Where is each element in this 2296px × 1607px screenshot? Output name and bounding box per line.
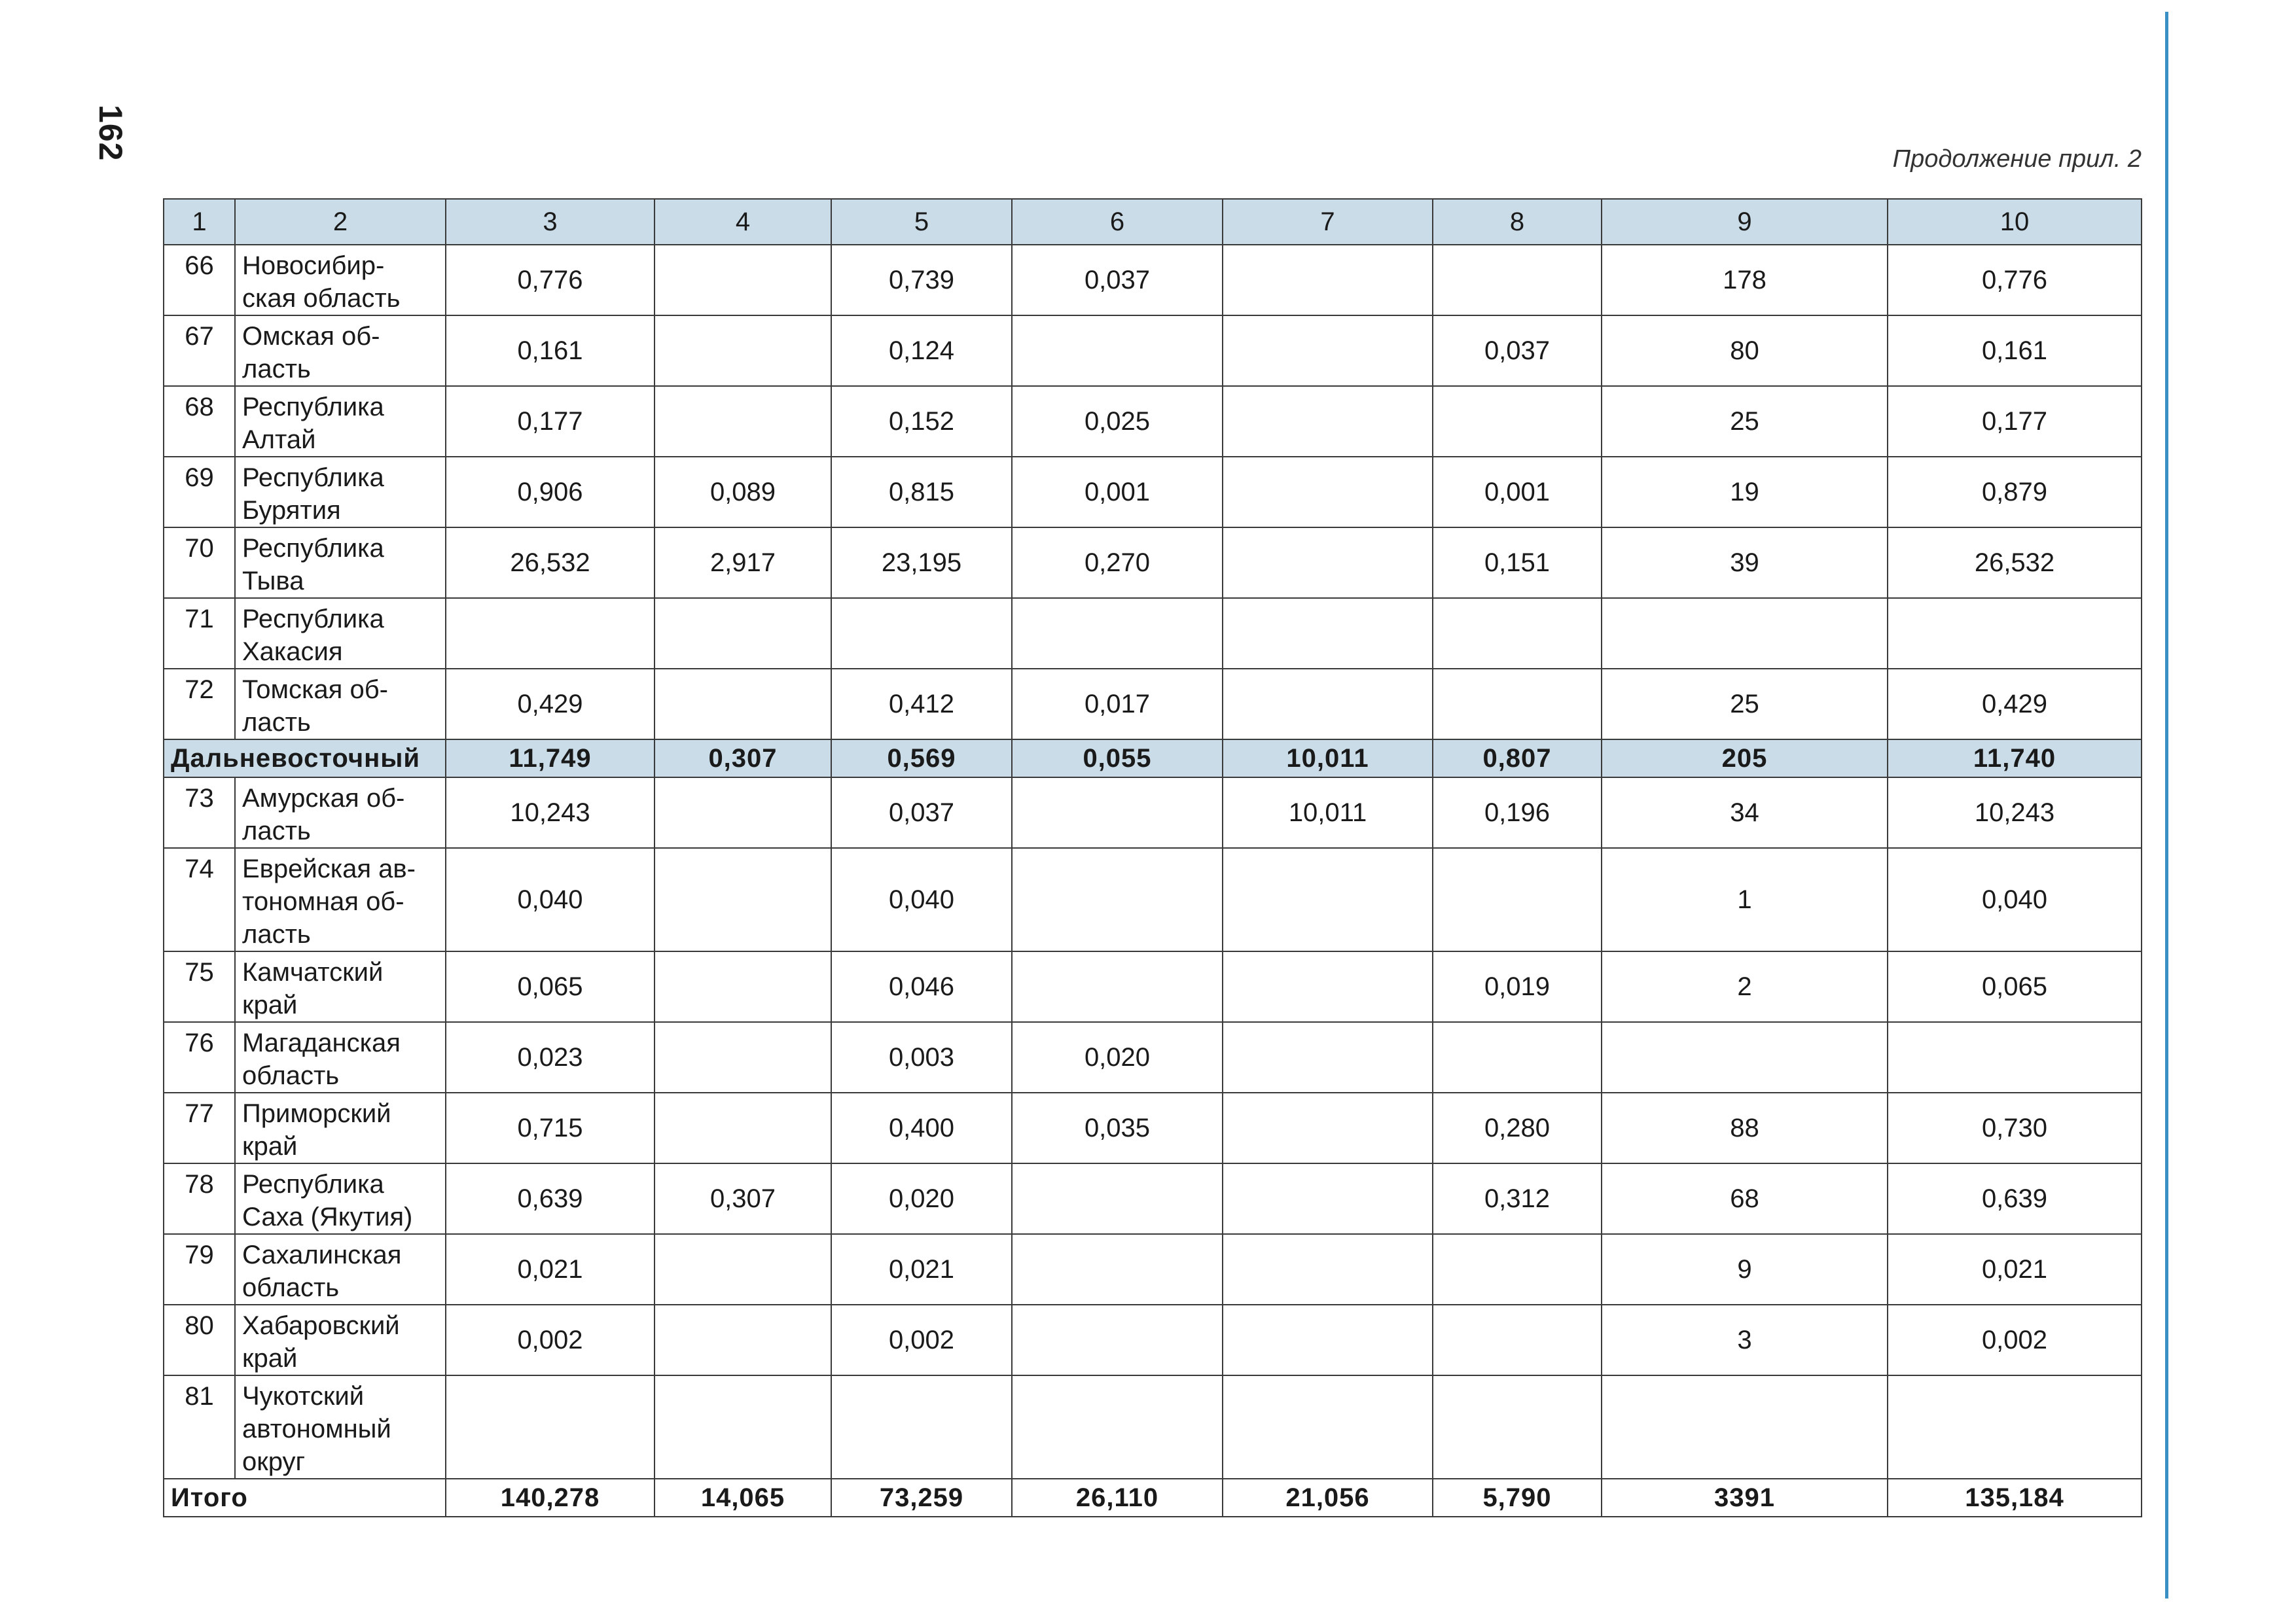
value-cell-c3: 0,776 bbox=[446, 245, 655, 315]
value-cell-c7: 10,011 bbox=[1223, 739, 1433, 777]
column-header: 7 bbox=[1223, 199, 1433, 245]
region-name: Хабаровский край bbox=[235, 1305, 446, 1375]
value-cell-c9: 3391 bbox=[1602, 1479, 1888, 1517]
value-cell-c7 bbox=[1223, 1093, 1433, 1163]
page-edge-rule bbox=[2165, 12, 2168, 1598]
value-cell-c4 bbox=[655, 598, 831, 669]
value-cell-c10 bbox=[1888, 1022, 2142, 1093]
value-cell-c6: 0,001 bbox=[1012, 457, 1223, 527]
region-name: Республика Бурятия bbox=[235, 457, 446, 527]
value-cell-c5: 0,040 bbox=[831, 848, 1012, 951]
table-row bbox=[164, 315, 2142, 386]
region-name: Приморский край bbox=[235, 1093, 446, 1163]
region-name: Магаданская область bbox=[235, 1022, 446, 1093]
value-cell-c4 bbox=[655, 386, 831, 457]
value-cell-c6 bbox=[1012, 777, 1223, 848]
region-name: Республика Хакасия bbox=[235, 598, 446, 669]
district-row bbox=[164, 739, 2142, 777]
value-cell-c9 bbox=[1602, 598, 1888, 669]
value-cell-c10: 0,879 bbox=[1888, 457, 2142, 527]
region-name: Республика Тыва bbox=[235, 527, 446, 598]
value-cell-c5: 0,124 bbox=[831, 315, 1012, 386]
value-cell-c8: 0,151 bbox=[1433, 527, 1602, 598]
value-cell-c9: 3 bbox=[1602, 1305, 1888, 1375]
row-number: 69 bbox=[164, 457, 235, 527]
column-header: 10 bbox=[1888, 199, 2142, 245]
row-number: 76 bbox=[164, 1022, 235, 1093]
value-cell-c4: 0,089 bbox=[655, 457, 831, 527]
row-number: 77 bbox=[164, 1093, 235, 1163]
column-header: 1 bbox=[164, 199, 235, 245]
value-cell-c8: 5,790 bbox=[1433, 1479, 1602, 1517]
value-cell-c3: 10,243 bbox=[446, 777, 655, 848]
value-cell-c5: 0,815 bbox=[831, 457, 1012, 527]
row-number: 71 bbox=[164, 598, 235, 669]
value-cell-c4 bbox=[655, 848, 831, 951]
value-cell-c6 bbox=[1012, 951, 1223, 1022]
value-cell-c5: 0,046 bbox=[831, 951, 1012, 1022]
value-cell-c5: 0,002 bbox=[831, 1305, 1012, 1375]
column-header: 5 bbox=[831, 199, 1012, 245]
value-cell-c5: 0,739 bbox=[831, 245, 1012, 315]
region-name: Амурская об- ласть bbox=[235, 777, 446, 848]
value-cell-c5: 23,195 bbox=[831, 527, 1012, 598]
table-row bbox=[164, 848, 2142, 951]
value-cell-c10: 0,429 bbox=[1888, 669, 2142, 739]
row-number: 70 bbox=[164, 527, 235, 598]
value-cell-c5: 0,400 bbox=[831, 1093, 1012, 1163]
page-number: 162 bbox=[92, 105, 129, 162]
value-cell-c4 bbox=[655, 669, 831, 739]
value-cell-c6: 0,025 bbox=[1012, 386, 1223, 457]
value-cell-c9: 1 bbox=[1602, 848, 1888, 951]
value-cell-c5 bbox=[831, 1375, 1012, 1479]
value-cell-c3: 26,532 bbox=[446, 527, 655, 598]
value-cell-c4 bbox=[655, 1093, 831, 1163]
value-cell-c6: 0,035 bbox=[1012, 1093, 1223, 1163]
value-cell-c3: 0,161 bbox=[446, 315, 655, 386]
region-name: Омская об- ласть bbox=[235, 315, 446, 386]
value-cell-c9: 205 bbox=[1602, 739, 1888, 777]
value-cell-c3: 0,021 bbox=[446, 1234, 655, 1305]
value-cell-c10: 0,161 bbox=[1888, 315, 2142, 386]
value-cell-c10: 0,021 bbox=[1888, 1234, 2142, 1305]
row-number: 79 bbox=[164, 1234, 235, 1305]
value-cell-c6: 0,055 bbox=[1012, 739, 1223, 777]
row-number: 80 bbox=[164, 1305, 235, 1375]
value-cell-c8: 0,001 bbox=[1433, 457, 1602, 527]
value-cell-c6: 0,020 bbox=[1012, 1022, 1223, 1093]
row-number: 78 bbox=[164, 1163, 235, 1234]
value-cell-c8: 0,019 bbox=[1433, 951, 1602, 1022]
value-cell-c8 bbox=[1433, 1234, 1602, 1305]
table-row bbox=[164, 527, 2142, 598]
value-cell-c7 bbox=[1223, 598, 1433, 669]
value-cell-c4: 0,307 bbox=[655, 739, 831, 777]
value-cell-c9: 34 bbox=[1602, 777, 1888, 848]
value-cell-c3: 0,177 bbox=[446, 386, 655, 457]
value-cell-c4: 0,307 bbox=[655, 1163, 831, 1234]
value-cell-c8: 0,807 bbox=[1433, 739, 1602, 777]
value-cell-c10: 0,177 bbox=[1888, 386, 2142, 457]
value-cell-c3: 11,749 bbox=[446, 739, 655, 777]
column-header: 6 bbox=[1012, 199, 1223, 245]
value-cell-c8 bbox=[1433, 1375, 1602, 1479]
value-cell-c10: 0,002 bbox=[1888, 1305, 2142, 1375]
value-cell-c4 bbox=[655, 1234, 831, 1305]
value-cell-c3: 140,278 bbox=[446, 1479, 655, 1517]
value-cell-c4 bbox=[655, 315, 831, 386]
value-cell-c10: 10,243 bbox=[1888, 777, 2142, 848]
table-row bbox=[164, 1022, 2142, 1093]
table-row bbox=[164, 951, 2142, 1022]
row-number: 68 bbox=[164, 386, 235, 457]
value-cell-c4 bbox=[655, 245, 831, 315]
value-cell-c8 bbox=[1433, 848, 1602, 951]
value-cell-c4: 14,065 bbox=[655, 1479, 831, 1517]
value-cell-c3: 0,065 bbox=[446, 951, 655, 1022]
region-name: Новосибир- ская область bbox=[235, 245, 446, 315]
column-header: 3 bbox=[446, 199, 655, 245]
table-row bbox=[164, 1375, 2142, 1479]
value-cell-c9: 39 bbox=[1602, 527, 1888, 598]
value-cell-c8 bbox=[1433, 1305, 1602, 1375]
value-cell-c6 bbox=[1012, 1305, 1223, 1375]
continuation-note: Продолжение прил. 2 bbox=[1892, 145, 2142, 173]
value-cell-c8: 0,280 bbox=[1433, 1093, 1602, 1163]
row-number: 72 bbox=[164, 669, 235, 739]
data-table bbox=[163, 198, 2142, 1517]
value-cell-c8 bbox=[1433, 1022, 1602, 1093]
value-cell-c4 bbox=[655, 1305, 831, 1375]
value-cell-c3: 0,002 bbox=[446, 1305, 655, 1375]
value-cell-c6 bbox=[1012, 315, 1223, 386]
table-row bbox=[164, 1163, 2142, 1234]
region-name: Камчатский край bbox=[235, 951, 446, 1022]
value-cell-c9: 80 bbox=[1602, 315, 1888, 386]
value-cell-c3: 0,429 bbox=[446, 669, 655, 739]
value-cell-c8 bbox=[1433, 386, 1602, 457]
region-name: Чукотский автономный округ bbox=[235, 1375, 446, 1479]
value-cell-c10 bbox=[1888, 598, 2142, 669]
row-number: 74 bbox=[164, 848, 235, 951]
value-cell-c7 bbox=[1223, 386, 1433, 457]
table-row bbox=[164, 598, 2142, 669]
value-cell-c10: 0,730 bbox=[1888, 1093, 2142, 1163]
value-cell-c5: 0,020 bbox=[831, 1163, 1012, 1234]
value-cell-c7 bbox=[1223, 1022, 1433, 1093]
row-number: 67 bbox=[164, 315, 235, 386]
table-row bbox=[164, 777, 2142, 848]
value-cell-c3: 0,906 bbox=[446, 457, 655, 527]
value-cell-c9: 9 bbox=[1602, 1234, 1888, 1305]
value-cell-c4 bbox=[655, 1375, 831, 1479]
value-cell-c6 bbox=[1012, 1375, 1223, 1479]
row-number: 75 bbox=[164, 951, 235, 1022]
column-header: 9 bbox=[1602, 199, 1888, 245]
value-cell-c9: 68 bbox=[1602, 1163, 1888, 1234]
column-header: 2 bbox=[235, 199, 446, 245]
region-name: Республика Алтай bbox=[235, 386, 446, 457]
value-cell-c7: 21,056 bbox=[1223, 1479, 1433, 1517]
value-cell-c10: 0,065 bbox=[1888, 951, 2142, 1022]
value-cell-c9: 25 bbox=[1602, 386, 1888, 457]
value-cell-c9: 178 bbox=[1602, 245, 1888, 315]
region-name: Еврейская ав- тономная об- ласть bbox=[235, 848, 446, 951]
value-cell-c3: 0,023 bbox=[446, 1022, 655, 1093]
value-cell-c10: 0,639 bbox=[1888, 1163, 2142, 1234]
value-cell-c7 bbox=[1223, 848, 1433, 951]
value-cell-c7 bbox=[1223, 315, 1433, 386]
value-cell-c8 bbox=[1433, 669, 1602, 739]
value-cell-c9: 25 bbox=[1602, 669, 1888, 739]
total-row bbox=[164, 1479, 2142, 1517]
value-cell-c4 bbox=[655, 777, 831, 848]
region-name: Томская об- ласть bbox=[235, 669, 446, 739]
value-cell-c7: 10,011 bbox=[1223, 777, 1433, 848]
value-cell-c5 bbox=[831, 598, 1012, 669]
value-cell-c7 bbox=[1223, 1375, 1433, 1479]
value-cell-c5: 0,021 bbox=[831, 1234, 1012, 1305]
table-row bbox=[164, 386, 2142, 457]
value-cell-c7 bbox=[1223, 1234, 1433, 1305]
value-cell-c6: 0,270 bbox=[1012, 527, 1223, 598]
value-cell-c3 bbox=[446, 1375, 655, 1479]
row-number: 73 bbox=[164, 777, 235, 848]
value-cell-c7 bbox=[1223, 245, 1433, 315]
value-cell-c9 bbox=[1602, 1022, 1888, 1093]
value-cell-c10: 11,740 bbox=[1888, 739, 2142, 777]
total-row-label: Итого bbox=[164, 1479, 446, 1517]
value-cell-c4 bbox=[655, 951, 831, 1022]
value-cell-c7 bbox=[1223, 1305, 1433, 1375]
value-cell-c10: 0,040 bbox=[1888, 848, 2142, 951]
row-number: 81 bbox=[164, 1375, 235, 1479]
value-cell-c6: 0,017 bbox=[1012, 669, 1223, 739]
value-cell-c8 bbox=[1433, 245, 1602, 315]
table-row bbox=[164, 245, 2142, 315]
value-cell-c6: 26,110 bbox=[1012, 1479, 1223, 1517]
value-cell-c6 bbox=[1012, 598, 1223, 669]
column-header: 8 bbox=[1433, 199, 1602, 245]
value-cell-c3: 0,639 bbox=[446, 1163, 655, 1234]
value-cell-c3 bbox=[446, 598, 655, 669]
value-cell-c8: 0,037 bbox=[1433, 315, 1602, 386]
value-cell-c6: 0,037 bbox=[1012, 245, 1223, 315]
row-number: 66 bbox=[164, 245, 235, 315]
value-cell-c10: 135,184 bbox=[1888, 1479, 2142, 1517]
table-row bbox=[164, 1093, 2142, 1163]
value-cell-c5: 0,152 bbox=[831, 386, 1012, 457]
value-cell-c9 bbox=[1602, 1375, 1888, 1479]
value-cell-c6 bbox=[1012, 848, 1223, 951]
table-row bbox=[164, 457, 2142, 527]
value-cell-c3: 0,715 bbox=[446, 1093, 655, 1163]
table-row bbox=[164, 1305, 2142, 1375]
column-header: 4 bbox=[655, 199, 831, 245]
value-cell-c10: 0,776 bbox=[1888, 245, 2142, 315]
value-cell-c7 bbox=[1223, 1163, 1433, 1234]
header-row bbox=[164, 199, 2142, 245]
value-cell-c7 bbox=[1223, 951, 1433, 1022]
value-cell-c6 bbox=[1012, 1234, 1223, 1305]
value-cell-c7 bbox=[1223, 527, 1433, 598]
value-cell-c9: 2 bbox=[1602, 951, 1888, 1022]
value-cell-c8 bbox=[1433, 598, 1602, 669]
value-cell-c7 bbox=[1223, 457, 1433, 527]
region-name: Сахалинская область bbox=[235, 1234, 446, 1305]
value-cell-c10: 26,532 bbox=[1888, 527, 2142, 598]
value-cell-c5: 0,569 bbox=[831, 739, 1012, 777]
value-cell-c3: 0,040 bbox=[446, 848, 655, 951]
value-cell-c8: 0,196 bbox=[1433, 777, 1602, 848]
district-row-label: Дальневосточный bbox=[164, 739, 446, 777]
value-cell-c9: 88 bbox=[1602, 1093, 1888, 1163]
value-cell-c6 bbox=[1012, 1163, 1223, 1234]
region-name: Республика Саха (Якутия) bbox=[235, 1163, 446, 1234]
value-cell-c5: 0,003 bbox=[831, 1022, 1012, 1093]
value-cell-c9: 19 bbox=[1602, 457, 1888, 527]
value-cell-c5: 0,412 bbox=[831, 669, 1012, 739]
value-cell-c4 bbox=[655, 1022, 831, 1093]
value-cell-c7 bbox=[1223, 669, 1433, 739]
value-cell-c5: 0,037 bbox=[831, 777, 1012, 848]
table-row bbox=[164, 1234, 2142, 1305]
value-cell-c8: 0,312 bbox=[1433, 1163, 1602, 1234]
table-row bbox=[164, 669, 2142, 739]
value-cell-c4: 2,917 bbox=[655, 527, 831, 598]
value-cell-c5: 73,259 bbox=[831, 1479, 1012, 1517]
value-cell-c10 bbox=[1888, 1375, 2142, 1479]
